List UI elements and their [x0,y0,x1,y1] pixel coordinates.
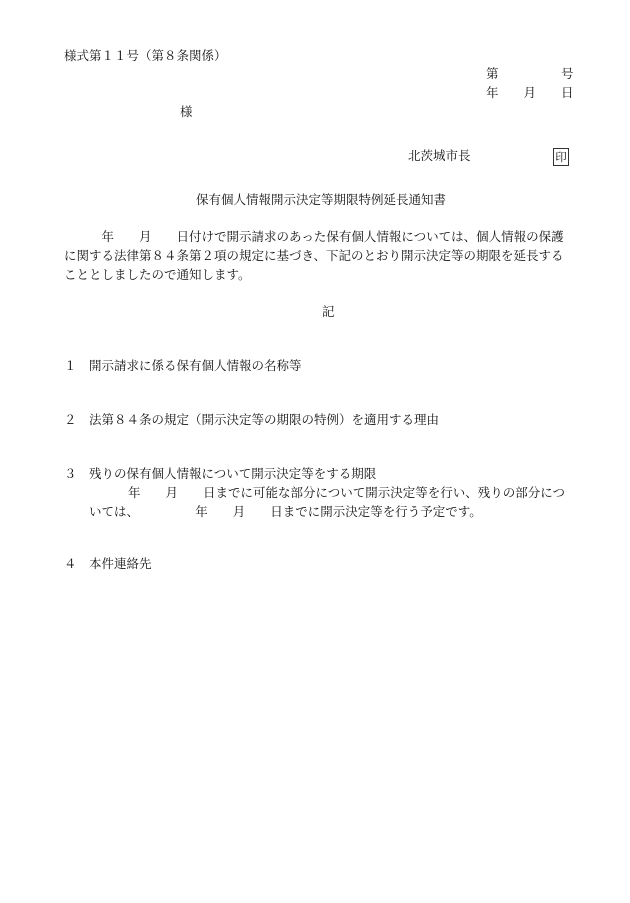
item-3-number: ３ [64,466,77,481]
body-line-2: に関する法律第８４条第２項の規定に基づき、下記のとおり開示決定等の期限を延長する [64,248,564,263]
issue-date: 年 月 日 [486,85,574,100]
issuer-name: 北茨城市長 [408,148,471,163]
seal-mark: 印 [553,148,569,166]
form-number: 様式第１１号（第８条関係） [64,48,227,63]
item-3-text: 残りの保有個人情報について開示決定等をする期限 [89,466,377,481]
document-title: 保有個人情報開示決定等期限特例延長通知書 [196,192,447,207]
item-3-detail-line-1: 年 月 日までに可能な部分について開示決定等を行い、残りの部分につ [128,485,566,500]
item-2-number: ２ [64,412,77,427]
item-3-detail-line-2: いては、 年 月 日までに開示決定等を行う予定です。 [89,504,482,519]
document-number: 第 号 [486,66,574,81]
item-4-number: ４ [64,556,77,571]
recipient-honorific: 様 [180,104,193,119]
item-1-number: １ [64,358,77,373]
item-1-text: 開示請求に係る保有個人情報の名称等 [89,358,302,373]
item-2-text: 法第８４条の規定（開示決定等の期限の特例）を適用する理由 [89,412,440,427]
ki-heading: 記 [322,304,335,319]
body-line-3: こととしましたので通知します。 [64,267,251,282]
item-4-text: 本件連絡先 [89,556,152,571]
body-line-1: 年 月 日付けで開示請求のあった保有個人情報については、個人情報の保護 [64,229,564,244]
